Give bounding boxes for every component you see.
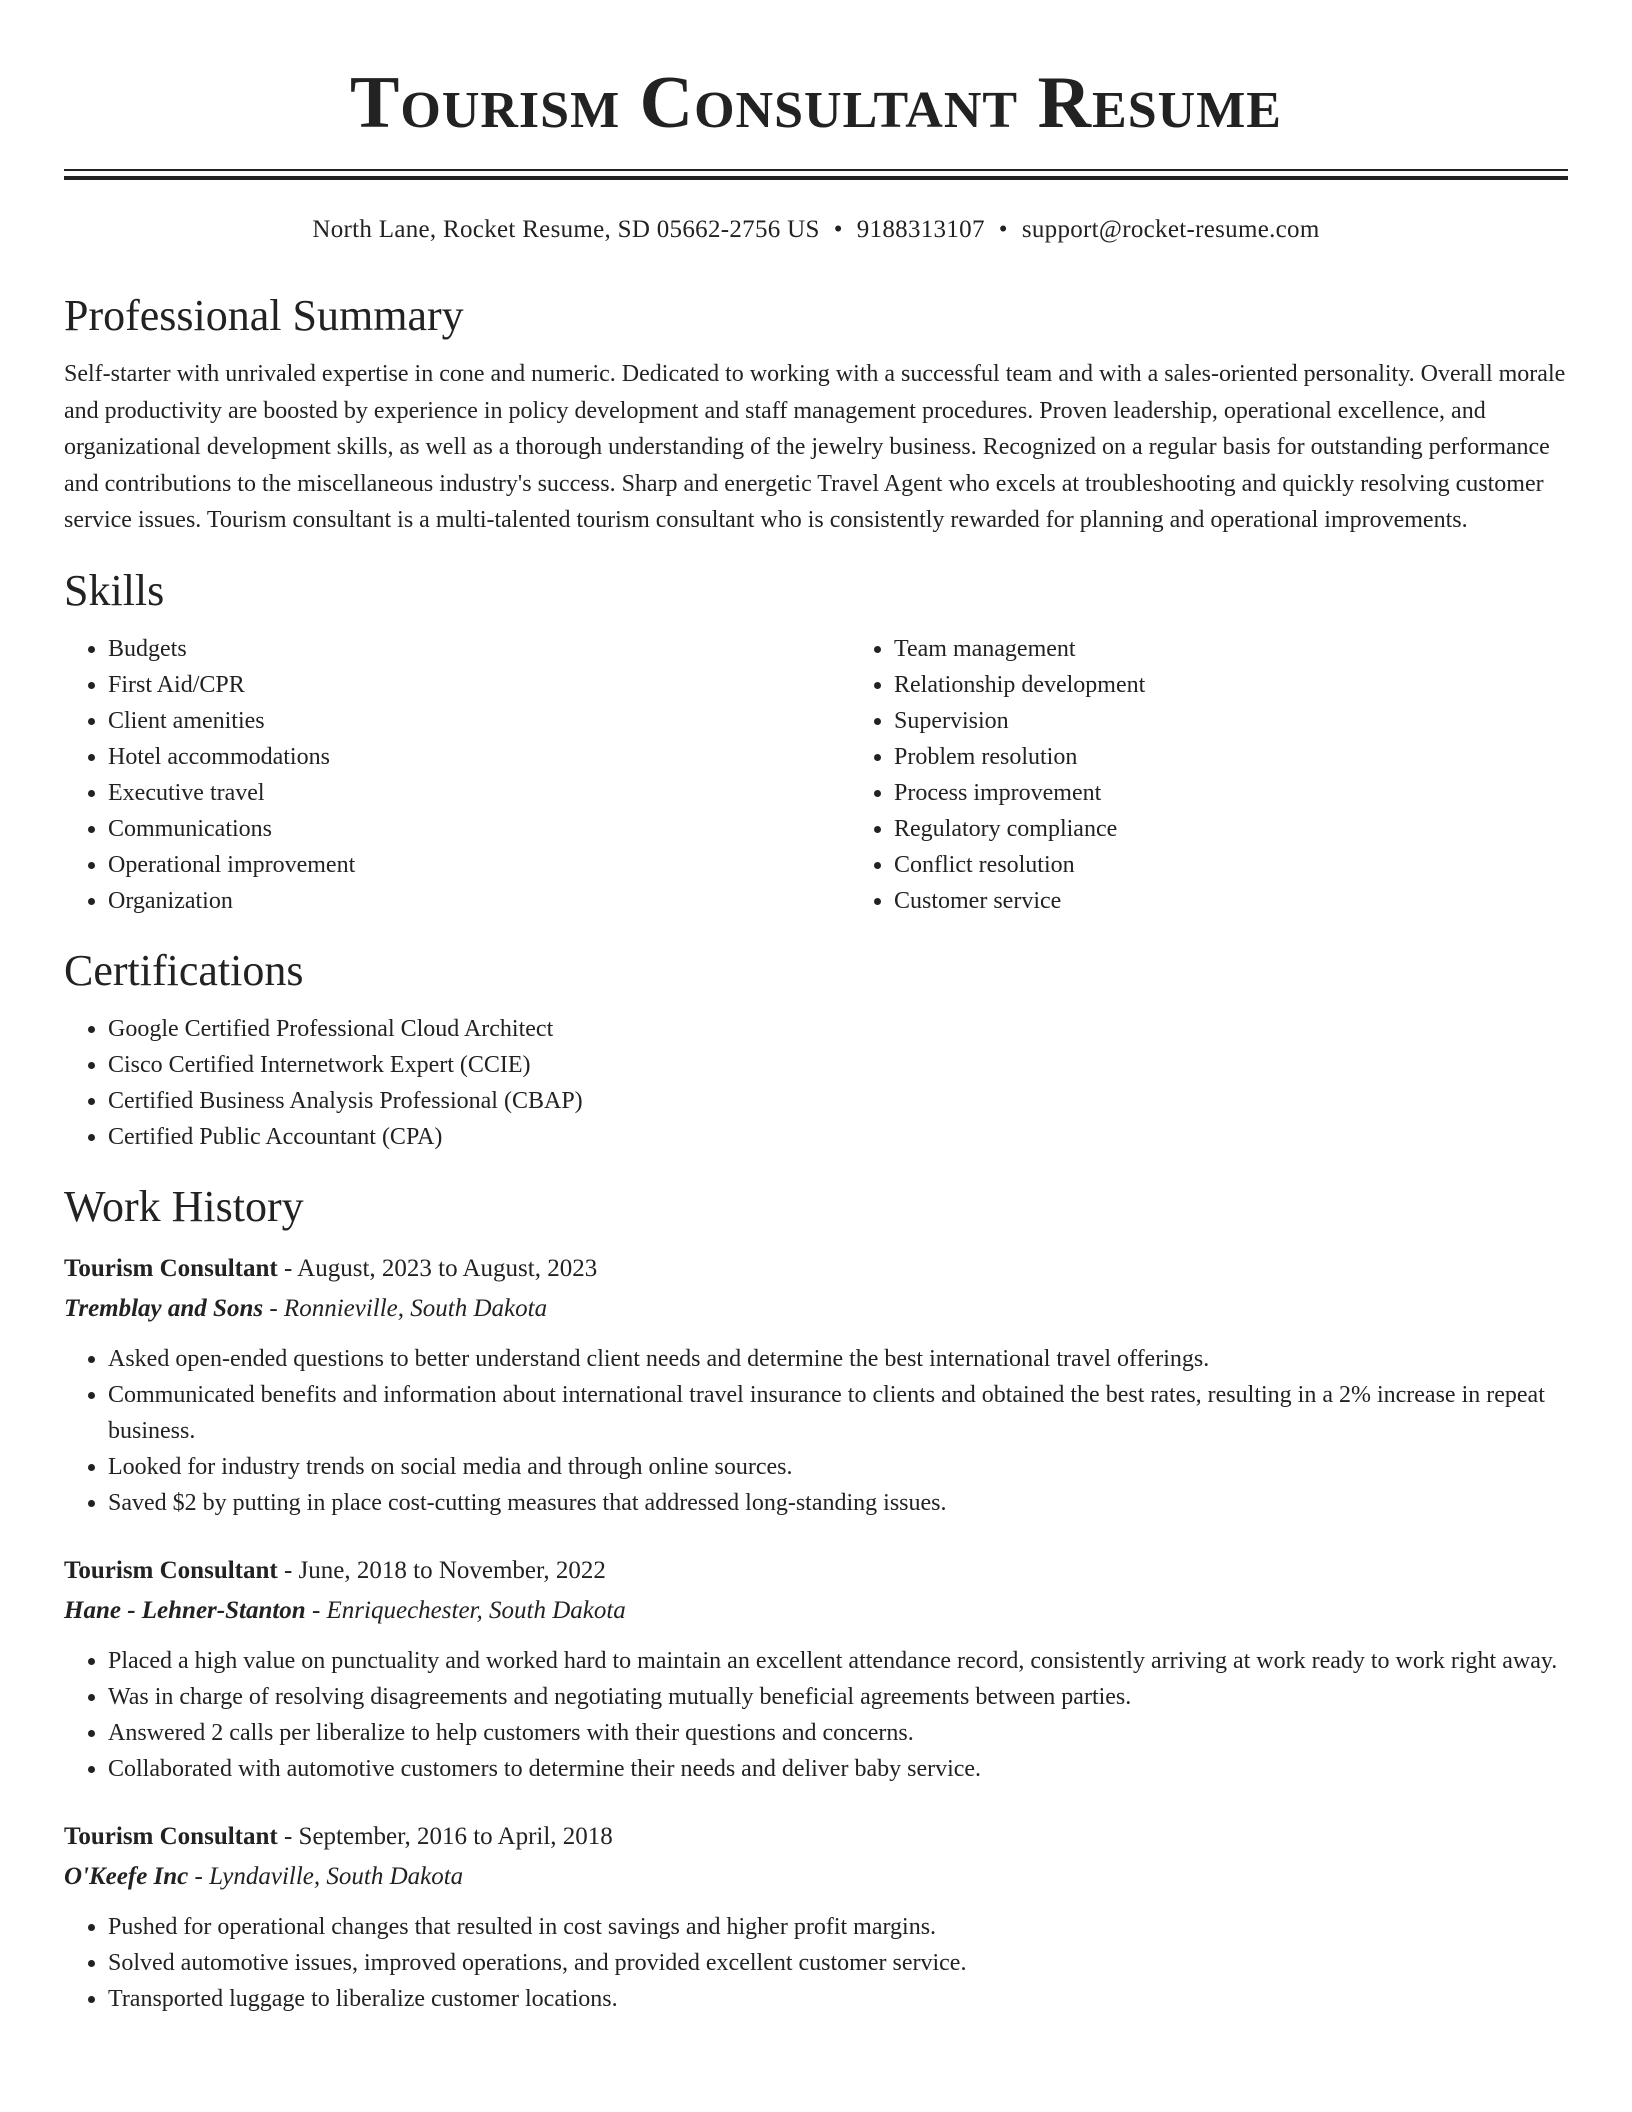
skills-list-right [850, 631, 1632, 919]
title-divider-bottom [64, 176, 1568, 180]
job-title-line [64, 1551, 1568, 1591]
certification-item: • Google Certified Professional Cloud Architect [108, 1011, 1568, 1047]
job-bullet: • Saved $2 by putting in place cost-cutting measures that addressed long-standing issues. [108, 1485, 1568, 1521]
job-dates: - September, 2016 to April, 2018 [277, 1822, 613, 1850]
skill-item: • Budgets [108, 631, 850, 667]
job-bullet: • Collaborated with automotive customers to determine their needs and deliver baby service. [108, 1751, 1568, 1787]
skill-item: • Organization [108, 883, 850, 919]
skill-item: • Hotel accommodations [108, 739, 850, 775]
certifications-list [64, 1011, 1568, 1155]
work-history-heading: Work History [64, 1181, 304, 1231]
skills-columns [64, 631, 1568, 919]
job-location: - Ronnieville, South Dakota [263, 1294, 548, 1322]
job-bullet: • Pushed for operational changes that resulted in cost savings and higher profit margins. [108, 1909, 1568, 1945]
summary-text: Self-starter with unrivaled expertise in cone and numeric. Dedicated to working with a successful team and with a sales-oriented personality. Overall morale and productivity are boosted by experience in policy development and staff management procedures. Proven leadership, operational excellence, and organizational development skills, as well as a thorough understanding of the jewelry business. Recognized on a regular basis for outstanding performance and contributions to the miscellaneous industry's success. Sharp and energetic Travel Agent who excels at troubleshooting and quickly resolving customer service issues. Tourism consultant is a multi-talented tourism consultant who is consistently rewarded for planning and operational improvements. [64, 361, 1566, 533]
job-bullet: • Answered 2 calls per liberalize to help customers with their questions and concerns. [108, 1715, 1568, 1751]
job-location: - Enriquechester, South Dakota [305, 1596, 626, 1624]
skills-heading: Skills [64, 565, 165, 615]
contact-line [64, 214, 1568, 246]
job-bullet: • Transported luggage to liberalize customer locations. [108, 1981, 1568, 2017]
job-bullets [64, 1909, 1568, 2017]
contact-separator: • [998, 216, 1008, 243]
job-title: Tourism Consultant [64, 1254, 278, 1282]
certification-item: • Cisco Certified Internetwork Expert (CCIE) [108, 1047, 1568, 1083]
job-entry [64, 1551, 1568, 1787]
job-bullet: • Placed a high value on punctuality and worked hard to maintain an excellent attendance record, consistently arriving at work ready to work right away. [108, 1643, 1568, 1679]
skill-item: • Process improvement [894, 775, 1632, 811]
skill-item: • Conflict resolution [894, 847, 1632, 883]
title-divider-top [64, 169, 1568, 171]
skills-list-left [64, 631, 850, 919]
contact-email: support@rocket-resume.com [1021, 216, 1320, 243]
skill-item: • Regulatory compliance [894, 811, 1632, 847]
job-title: Tourism Consultant [64, 1556, 278, 1584]
job-company-line [64, 1857, 1568, 1897]
certifications-heading: Certifications [64, 945, 304, 995]
contact-phone: 9188313107 [856, 216, 985, 243]
job-company: Tremblay and Sons [64, 1294, 264, 1322]
contact-address: North Lane, Rocket Resume, SD 05662-2756 US [312, 216, 820, 243]
job-bullet: • Solved automotive issues, improved operations, and provided excellent customer service. [108, 1945, 1568, 1981]
job-bullet: • Was in charge of resolving disagreements and negotiating mutually beneficial agreements between parties. [108, 1679, 1568, 1715]
summary-heading: Professional Summary [64, 291, 464, 340]
job-bullet: • Communicated benefits and information about international travel insurance to clients and obtained the best rates, resulting in a 2% increase in repeat business. [108, 1377, 1568, 1449]
skill-item: • First Aid/CPR [108, 667, 850, 703]
job-title-line [64, 1249, 1568, 1289]
skill-item: • Relationship development [894, 667, 1632, 703]
skill-item: • Communications [108, 811, 850, 847]
contact-separator: • [833, 216, 843, 243]
skill-item: • Client amenities [108, 703, 850, 739]
skill-item: • Supervision [894, 703, 1632, 739]
job-dates: - June, 2018 to November, 2022 [277, 1556, 606, 1584]
certification-item: • Certified Business Analysis Professional (CBAP) [108, 1083, 1568, 1119]
skill-item: • Customer service [894, 883, 1632, 919]
job-bullet: • Looked for industry trends on social media and through online sources. [108, 1449, 1568, 1485]
job-title-line [64, 1817, 1568, 1857]
job-company-line [64, 1591, 1568, 1631]
job-bullets [64, 1643, 1568, 1787]
skill-item: • Problem resolution [894, 739, 1632, 775]
job-location: - Lyndaville, South Dakota [188, 1862, 464, 1890]
certification-item: • Certified Public Accountant (CPA) [108, 1119, 1568, 1155]
job-dates: - August, 2023 to August, 2023 [277, 1254, 598, 1282]
job-company: Hane - Lehner-Stanton [64, 1596, 306, 1624]
job-title: Tourism Consultant [64, 1822, 278, 1850]
job-entry [64, 1249, 1568, 1521]
job-company: O'Keefe Inc [64, 1862, 189, 1890]
job-entry [64, 1817, 1568, 2017]
job-bullet: • Asked open-ended questions to better understand client needs and determine the best international travel offerings. [108, 1341, 1568, 1377]
job-bullets [64, 1341, 1568, 1521]
skill-item: • Team management [894, 631, 1632, 667]
resume-title: Tourism Consultant Resume [350, 62, 1282, 144]
skill-item: • Executive travel [108, 775, 850, 811]
skill-item: • Operational improvement [108, 847, 850, 883]
job-company-line [64, 1289, 1568, 1329]
